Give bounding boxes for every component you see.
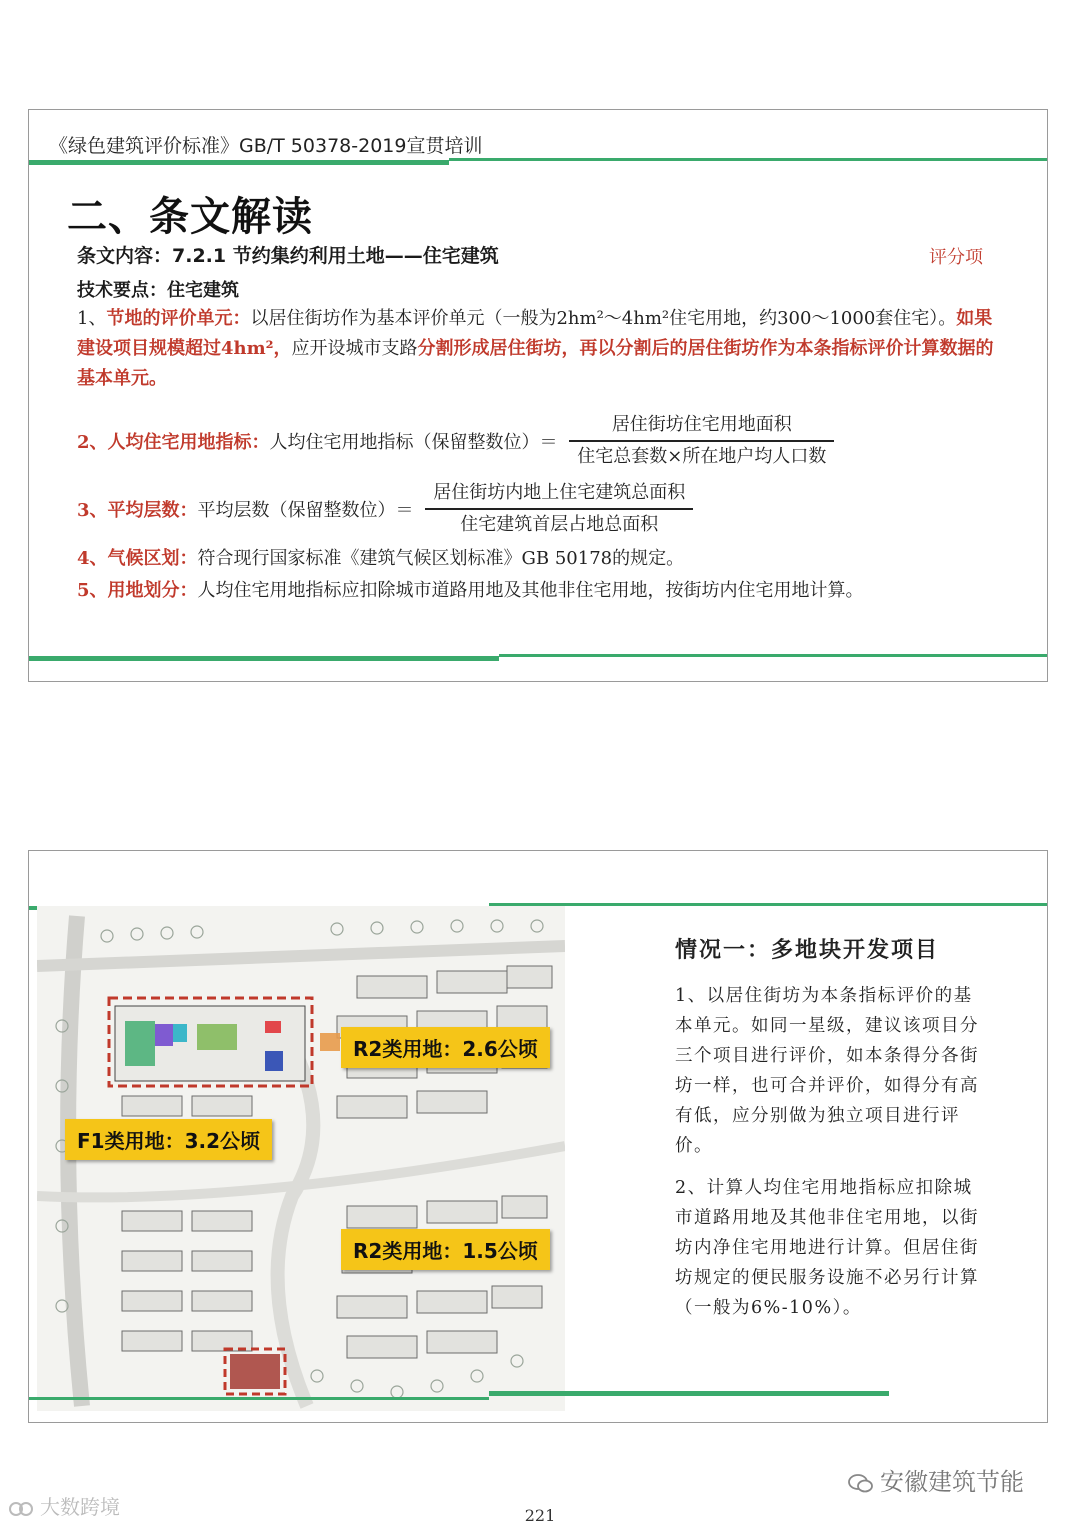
case-point-1: 1、以居住街坊为本条指标评价的基本单元。如同一星级，建议该项目分三个项目进行评价，如本条得分各街坊一样，也可合并评价，如得分有高有低，应分别做为独立项目进行评价。	[675, 986, 979, 1156]
slide-clause-interpretation	[28, 109, 1048, 682]
item-1-label: 节地的评价单元：	[106, 308, 251, 329]
item-1-text-1: 以居住街坊作为基本评价单元（一般为2hm²～4hm²住宅用地，约300～1000套住宅）。	[250, 308, 957, 329]
slide-header: 《绿色建筑评价标准》GB/T 50378-2019宣贯培训	[49, 135, 483, 157]
item-4-text: 符合现行国家标准《建筑气候区划标准》GB 50178的规定。	[197, 548, 685, 569]
item-1-red-1: 如果建设项目规模超过4hm²，	[77, 308, 993, 359]
bottom-divider-left	[29, 1397, 489, 1400]
slide-multi-block-case	[28, 850, 1048, 1423]
item-1-paragraph	[77, 304, 1007, 394]
item-3-label: 3、平均层数：	[77, 500, 198, 521]
item-2-numerator: 居住街坊住宅用地面积	[569, 412, 834, 442]
item-3-formula	[77, 480, 693, 538]
watermark-right	[848, 1462, 1024, 1497]
item-3-denominator: 住宅建筑首层占地总面积	[460, 514, 659, 535]
item-4-paragraph	[77, 544, 1007, 574]
item-2-lhs: 人均住宅用地指标（保留整数位）＝	[269, 432, 558, 453]
item-5-paragraph	[77, 576, 1007, 606]
item-5-label: 5、用地划分：	[77, 580, 198, 601]
top-divider-right	[489, 903, 1048, 906]
case-title: 情况一：多地块开发项目	[675, 937, 940, 963]
watermark-right-text: 安徽建筑节能	[880, 1468, 1024, 1496]
page-number: 221	[524, 1506, 556, 1525]
item-2-label: 2、人均住宅用地指标：	[77, 432, 270, 453]
case-point-2: 2、计算人均住宅用地指标应扣除城市道路用地及其他非住宅用地，以街坊内净住宅用地进行计算。但居住街坊规定的便民服务设施不必另行计算（一般为6%-10%）。	[675, 1178, 979, 1318]
item-1-text-2: 应开设城市支路	[291, 338, 418, 359]
bottom-divider-right	[489, 1391, 889, 1396]
item-2-fraction	[569, 412, 834, 470]
tech-points-heading: 技术要点：住宅建筑	[77, 280, 239, 301]
wechat-icon	[848, 1473, 874, 1493]
item-3-lhs: 平均层数（保留整数位）＝	[197, 500, 414, 521]
item-2-denominator: 住宅总套数×所在地户均人口数	[577, 446, 827, 467]
item-4-label: 4、气候区划：	[77, 548, 198, 569]
item-3-numerator: 居住街坊内地上住宅建筑总面积	[425, 480, 693, 510]
watermark-left-text: 大数跨境	[40, 1495, 120, 1519]
score-item-tag: 评分项	[929, 247, 983, 268]
header-divider-right	[449, 158, 1048, 161]
f1-plot-label: F1类用地：3.2公顷	[65, 1119, 272, 1160]
item-2-formula	[77, 412, 834, 470]
footer-divider-right	[499, 654, 1048, 657]
clause-title: 条文内容：7.2.1 节约集约利用土地——住宅建筑	[77, 245, 499, 267]
item-3-fraction	[425, 480, 693, 538]
item-5-text: 人均住宅用地指标应扣除城市道路用地及其他非住宅用地，按街坊内住宅用地计算。	[197, 580, 864, 601]
footer-divider-left	[29, 656, 499, 661]
header-divider-left	[29, 160, 449, 165]
item-1-num: 1、	[77, 308, 107, 329]
r2-plot-label-b: R2类用地：1.5公顷	[341, 1229, 550, 1270]
section-title: 二、条文解读	[67, 194, 313, 240]
item-1-red-2: 分割形成居住街坊，再以分割后的居住街坊作为本条指标评价计算数据的基本单元。	[77, 338, 994, 389]
r2-plot-label-a: R2类用地：2.6公顷	[341, 1027, 550, 1068]
